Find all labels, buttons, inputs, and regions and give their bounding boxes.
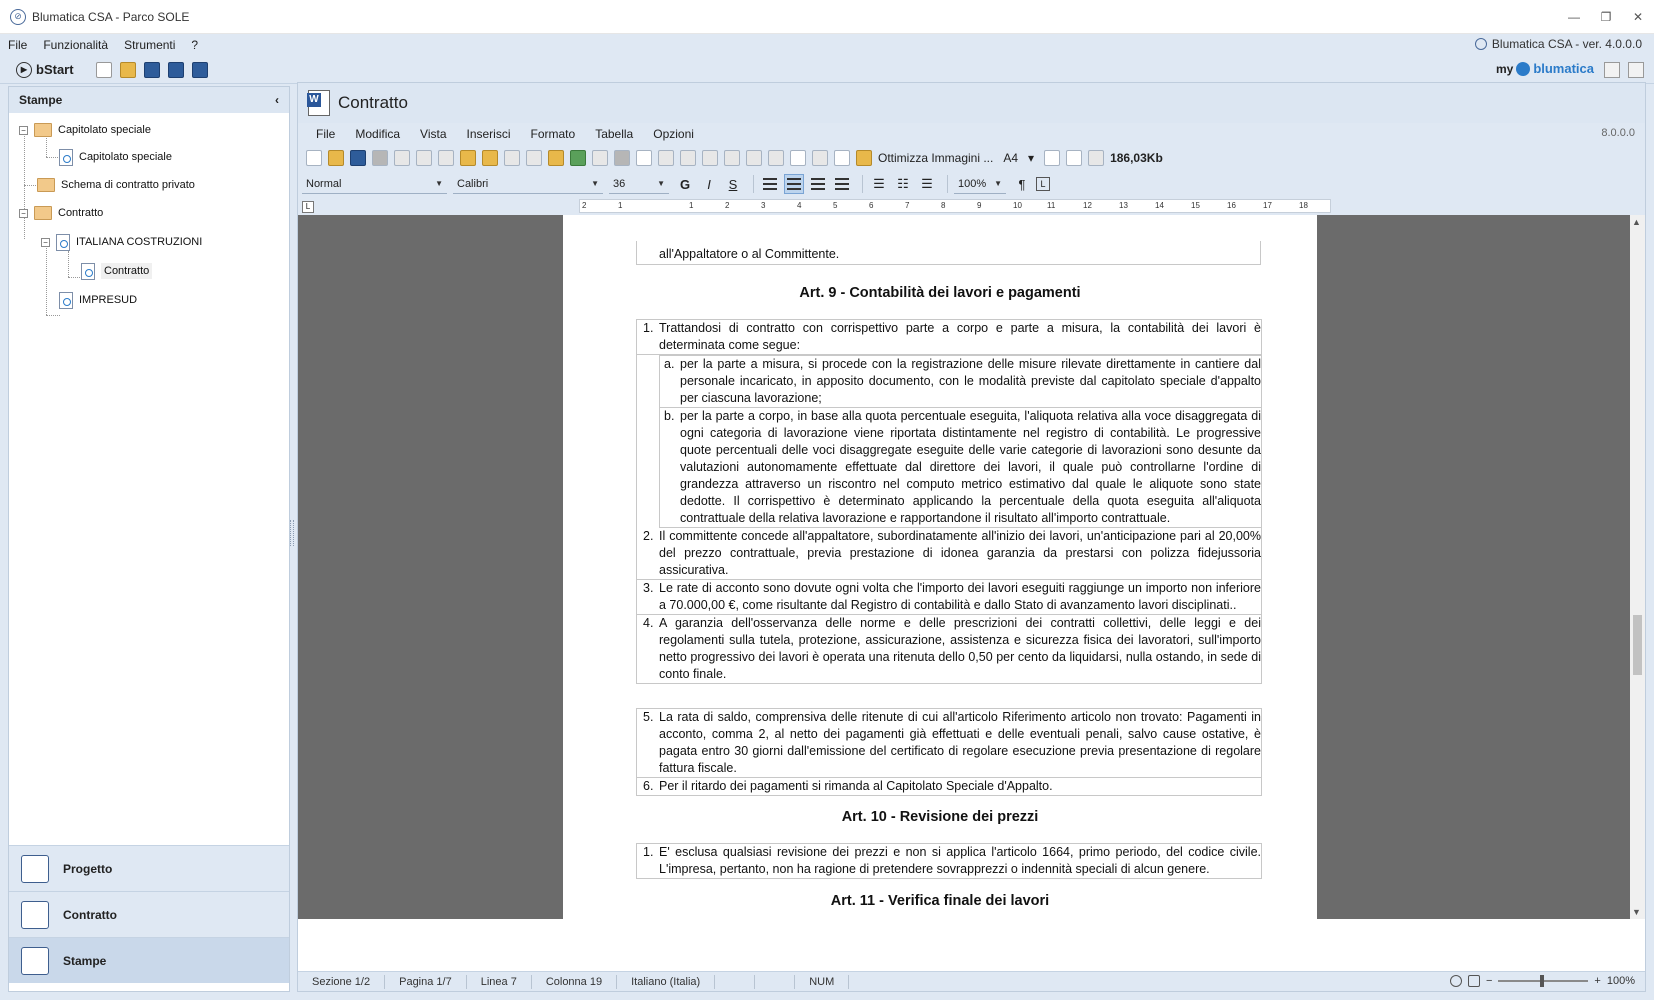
editor-menu-vista[interactable]: Vista bbox=[420, 127, 447, 141]
status-empty-2 bbox=[755, 975, 795, 989]
align-right-button[interactable] bbox=[808, 174, 828, 194]
folder-icon bbox=[34, 123, 52, 137]
editor-menu-opzioni[interactable]: Opzioni bbox=[653, 127, 694, 141]
insert-table-icon[interactable] bbox=[680, 150, 696, 166]
panel-title: Stampe bbox=[19, 93, 63, 107]
nav-label: Stampe bbox=[63, 953, 107, 968]
zoom-level: 100% bbox=[1606, 975, 1635, 987]
format-toolbar bbox=[298, 171, 1645, 197]
font-size-select[interactable] bbox=[609, 174, 669, 194]
find-icon[interactable] bbox=[614, 150, 630, 166]
new-file-icon[interactable] bbox=[96, 62, 112, 78]
style-select[interactable] bbox=[302, 174, 447, 194]
folder-icon bbox=[34, 206, 52, 220]
progetto-icon bbox=[21, 855, 49, 883]
status-section: Sezione 1/2 bbox=[298, 975, 385, 989]
article-9-item-4 bbox=[637, 615, 1261, 683]
editor-menubar bbox=[298, 123, 1645, 145]
print-preview-icon[interactable] bbox=[394, 150, 410, 166]
zoom-slider[interactable] bbox=[1498, 980, 1588, 982]
article-9-item-1a bbox=[659, 355, 1261, 407]
dropdown-arrow-icon: ▼ bbox=[657, 179, 665, 188]
multilevel-list-button[interactable]: ☰ bbox=[921, 176, 933, 191]
dropdown-arrow-icon: ▼ bbox=[994, 179, 1002, 188]
item-number: 1. bbox=[643, 845, 654, 859]
article-10-block bbox=[636, 843, 1262, 879]
table-insert-row-icon[interactable] bbox=[702, 150, 718, 166]
tree-node-label: ITALIANA COSTRUZIONI bbox=[76, 236, 203, 248]
ruler-mark: 9 bbox=[977, 201, 982, 210]
close-icon[interactable]: ✕ bbox=[1632, 10, 1644, 24]
article-9-item-2 bbox=[637, 528, 1261, 580]
zoom-fit-icon[interactable] bbox=[1450, 975, 1462, 987]
article-9-item-3 bbox=[637, 580, 1261, 615]
tree-node-schema-contratto-privato[interactable] bbox=[37, 172, 195, 198]
align-left-button[interactable] bbox=[760, 174, 780, 194]
collapse-node-icon[interactable]: − bbox=[41, 238, 50, 247]
zoom-in-icon[interactable]: + bbox=[1594, 975, 1601, 987]
align-right-icon bbox=[811, 178, 825, 190]
copy-icon[interactable] bbox=[438, 150, 454, 166]
article-9-block-2 bbox=[636, 708, 1262, 796]
document-editor bbox=[297, 82, 1646, 992]
contratto-icon bbox=[21, 901, 49, 929]
file-size-label: 186,03Kb bbox=[1110, 151, 1163, 165]
item-text: Il committente concede all'appaltatore, subordinatamente all'inizio dei lavori, un'anticipazione pari al 20,00% del prezzo contrattuale, previa prestazione di idonea garanzia da prestarsi con polizza fidejussoria assicurativa. bbox=[659, 529, 1261, 577]
ruler-mark: 18 bbox=[1299, 201, 1308, 210]
bstart-label: bStart bbox=[36, 62, 74, 77]
justify-button[interactable] bbox=[832, 174, 852, 194]
document-icon bbox=[81, 263, 95, 280]
app-icon: ⊘ bbox=[10, 9, 26, 25]
document-icon bbox=[56, 234, 70, 251]
minimize-icon[interactable]: — bbox=[1568, 10, 1580, 24]
status-empty-1 bbox=[715, 975, 755, 989]
window-controls bbox=[1558, 0, 1654, 34]
notes-icon[interactable] bbox=[1628, 62, 1644, 78]
zoom-page-icon[interactable] bbox=[1468, 975, 1480, 987]
statusbar bbox=[298, 971, 1645, 991]
align-left-icon bbox=[763, 178, 777, 190]
nav-progetto[interactable] bbox=[9, 845, 289, 891]
bullet-list-button[interactable]: ☰ bbox=[873, 176, 885, 191]
pilcrow-button[interactable]: ¶ bbox=[1018, 176, 1026, 192]
article-9-block bbox=[636, 319, 1262, 684]
font-select[interactable] bbox=[453, 174, 603, 194]
ruler-mark: 1 bbox=[689, 201, 694, 210]
spellcheck-icon[interactable] bbox=[636, 150, 652, 166]
ruler-track[interactable] bbox=[579, 199, 1331, 213]
menu-file[interactable]: File bbox=[8, 38, 28, 52]
font-value: Calibri bbox=[457, 177, 489, 190]
ruler-mark: 16 bbox=[1227, 201, 1236, 210]
undo-icon[interactable] bbox=[570, 150, 586, 166]
editor-menu-inserisci[interactable]: Inserisci bbox=[466, 127, 511, 141]
fit-page-icon[interactable] bbox=[1088, 150, 1104, 166]
columns-icon[interactable] bbox=[658, 150, 674, 166]
play-icon: ▶ bbox=[16, 62, 32, 78]
menu-funzionalita[interactable]: Funzionalità bbox=[43, 38, 109, 52]
ruler-mark: 1 bbox=[618, 201, 623, 210]
version-icon bbox=[1475, 38, 1487, 50]
window-titlebar bbox=[0, 0, 1654, 34]
bstart-button[interactable] bbox=[16, 62, 74, 78]
status-column: Colonna 19 bbox=[532, 975, 617, 989]
scroll-up-icon[interactable]: ▲ bbox=[1632, 217, 1641, 227]
menu-strumenti[interactable]: Strumenti bbox=[124, 38, 176, 52]
ruler-mark: 2 bbox=[582, 201, 587, 210]
tree-node-contratto[interactable] bbox=[19, 200, 103, 226]
clipboard-icon[interactable] bbox=[548, 150, 564, 166]
dropdown-arrow-icon: ▼ bbox=[591, 179, 599, 188]
ruler-mark: 13 bbox=[1119, 201, 1128, 210]
select-all-icon[interactable] bbox=[526, 150, 542, 166]
frame-icon[interactable]: L bbox=[1036, 177, 1050, 191]
style-value: Normal bbox=[306, 177, 342, 190]
tree-node-label: IMPRESUD bbox=[79, 294, 138, 306]
new-document-icon[interactable] bbox=[306, 150, 322, 166]
myblumatica-logo[interactable] bbox=[1496, 61, 1594, 76]
quick-toolbar bbox=[0, 56, 1654, 84]
table-insert-column-icon[interactable] bbox=[724, 150, 740, 166]
tree-node-impresud[interactable] bbox=[59, 287, 137, 313]
save-icon[interactable] bbox=[350, 150, 366, 166]
ruler-mark: 17 bbox=[1263, 201, 1272, 210]
ruler-mark: 2 bbox=[725, 201, 730, 210]
print-icon[interactable] bbox=[372, 150, 388, 166]
zoom-page-icon[interactable] bbox=[812, 150, 828, 166]
ruler-mark: 8 bbox=[941, 201, 946, 210]
collapse-panel-icon[interactable]: ‹ bbox=[275, 93, 279, 107]
dropdown-arrow-icon: ▼ bbox=[435, 179, 443, 188]
document-icon bbox=[59, 149, 73, 166]
italic-button[interactable]: I bbox=[707, 176, 711, 192]
zoom-value: 100% bbox=[958, 177, 987, 190]
menu-help[interactable]: ? bbox=[191, 38, 199, 52]
align-center-button[interactable] bbox=[784, 174, 804, 194]
word-document-icon bbox=[308, 90, 330, 116]
tree-node-contratto-doc[interactable] bbox=[81, 258, 152, 284]
tree-node-label: Capitolato speciale bbox=[79, 151, 172, 163]
left-panel bbox=[8, 86, 290, 992]
document-page[interactable] bbox=[563, 215, 1317, 919]
paragraph-layout-icon[interactable] bbox=[1066, 150, 1082, 166]
panel-splitter[interactable] bbox=[290, 520, 294, 546]
article-9-item-5 bbox=[637, 709, 1261, 778]
ruler-mark: 12 bbox=[1083, 201, 1092, 210]
tree-node-capitolato-speciale[interactable] bbox=[19, 117, 151, 143]
page-layout-icon[interactable] bbox=[1044, 150, 1060, 166]
paste-special-icon[interactable] bbox=[482, 150, 498, 166]
underline-button[interactable]: S bbox=[728, 176, 738, 192]
item-number: 2. bbox=[643, 529, 654, 543]
brand-name: blumatica bbox=[1533, 61, 1594, 76]
optimize-images-button[interactable]: Ottimizza Immagini ... bbox=[878, 151, 994, 165]
printer-icon bbox=[21, 947, 49, 975]
brand-my: my bbox=[1495, 61, 1514, 76]
page-icon[interactable] bbox=[790, 150, 806, 166]
ruler-mark: 7 bbox=[905, 201, 910, 210]
article-11-title: Art. 11 - Verifica finale dei lavori bbox=[830, 893, 1050, 909]
item-text: Trattandosi di contratto con corrispettivo parte a corpo e parte a misura, la contabilità dei lavori è determinata come segue: bbox=[659, 321, 1261, 352]
editor-version: 8.0.0.0 bbox=[1601, 127, 1635, 139]
zoom-out-icon[interactable]: − bbox=[1485, 975, 1493, 987]
collapse-node-icon[interactable]: − bbox=[19, 209, 28, 218]
vertical-scrollbar[interactable] bbox=[1630, 215, 1645, 919]
paste-icon[interactable] bbox=[460, 150, 476, 166]
document-header bbox=[298, 83, 1645, 123]
save-icon[interactable] bbox=[144, 62, 160, 78]
item-text: E' esclusa qualsiasi revisione dei prezzi e non si applica l'articolo 1664, primo periodo, del codice civile. L'impresa, pertanto, non ha ragione di pretendere sovrapprezzi o indennità speciali di alcun genere. bbox=[659, 845, 1261, 876]
panel-header bbox=[9, 87, 289, 113]
open-folder-icon[interactable] bbox=[120, 62, 136, 78]
tree-node-italiana-costruzioni[interactable] bbox=[41, 229, 202, 255]
page-size-arrow-icon[interactable]: ▾ bbox=[1028, 151, 1035, 165]
tree-node-capitolato-speciale-doc[interactable] bbox=[59, 144, 172, 170]
user-icon[interactable] bbox=[1604, 62, 1620, 78]
nav-contratto[interactable] bbox=[9, 891, 289, 937]
nav-label: Progetto bbox=[63, 861, 113, 876]
item-text: Per il ritardo dei pagamenti si rimanda al Capitolato Speciale d'Appalto. bbox=[659, 779, 1053, 793]
save-as-icon[interactable] bbox=[192, 62, 208, 78]
item-text: La rata di saldo, comprensiva delle ritenute di cui all'articolo Riferimento articolo non trovato: Pagamenti in acconto, comma 2, al netto dei pagamenti già effettuati e delle eventuali penali, salvo cause ostative, è pagata entro 30 giorni dall'emissione del certificato di regolare esecuzione previa presentazione di regolare fattura fiscale. bbox=[659, 710, 1261, 775]
article-10-item-1 bbox=[637, 844, 1261, 878]
item-number: 1. bbox=[643, 321, 654, 335]
status-line: Linea 7 bbox=[467, 975, 532, 989]
stampe-tree bbox=[9, 113, 289, 845]
scroll-down-icon[interactable]: ▼ bbox=[1632, 907, 1641, 917]
redo-icon[interactable] bbox=[592, 150, 608, 166]
ruler-mark: 11 bbox=[1047, 201, 1056, 210]
tree-node-label: Capitolato speciale bbox=[58, 124, 151, 136]
ruler-mark: 10 bbox=[1013, 201, 1022, 210]
image-icon[interactable] bbox=[834, 150, 850, 166]
editor-menu-file[interactable]: File bbox=[316, 127, 336, 141]
justify-icon bbox=[835, 178, 849, 190]
tab-stop-icon[interactable]: L bbox=[302, 201, 314, 213]
delete-icon[interactable] bbox=[504, 150, 520, 166]
article-9-item-6 bbox=[637, 778, 1261, 795]
blumatica-logo-icon bbox=[1516, 62, 1530, 76]
item-number: 4. bbox=[643, 616, 654, 630]
status-language: Italiano (Italia) bbox=[617, 975, 715, 989]
document-title: Contratto bbox=[338, 93, 408, 112]
item-number: 3. bbox=[643, 581, 654, 595]
cut-icon[interactable] bbox=[416, 150, 432, 166]
zoom-controls bbox=[1450, 975, 1635, 987]
tree-node-label: Contratto bbox=[101, 263, 152, 279]
optimize-images-icon[interactable] bbox=[856, 150, 872, 166]
table-delete-icon[interactable] bbox=[746, 150, 762, 166]
page-canvas bbox=[298, 215, 1630, 919]
ruler-mark: 3 bbox=[761, 201, 766, 210]
nav-label: Contratto bbox=[63, 907, 117, 922]
article-9-item-1 bbox=[637, 320, 1261, 355]
maximize-icon[interactable]: ❐ bbox=[1600, 10, 1612, 24]
nav-stampe[interactable] bbox=[9, 937, 289, 983]
editor-menu-tabella[interactable]: Tabella bbox=[595, 127, 634, 141]
font-size-value: 36 bbox=[613, 177, 626, 190]
item-text: A garanzia dell'osservanza delle norme e delle prescrizioni dei contratti collettivi, delle leggi e dei regolamenti sulla tutela, protezione, assicurazione, assistenza e sicurezza fisica dei lavoratori, sull'importo netto progressivo dei lavori è operata una ritenuta dello 0,50 per cento da liquidarsi, nulla ostando, in sede di conto finale. bbox=[659, 616, 1261, 681]
scroll-thumb[interactable] bbox=[1633, 615, 1642, 675]
status-page: Pagina 1/7 bbox=[385, 975, 467, 989]
editor-menu-modifica[interactable]: Modifica bbox=[355, 127, 401, 141]
article-10-title: Art. 10 - Revisione dei prezzi bbox=[841, 809, 1039, 825]
ruler-mark: 6 bbox=[869, 201, 874, 210]
tree-node-label: Schema di contratto privato bbox=[61, 179, 195, 191]
item-number: 6. bbox=[643, 779, 654, 793]
ruler-mark: 14 bbox=[1155, 201, 1164, 210]
collapse-node-icon[interactable]: − bbox=[19, 126, 28, 135]
tree-node-label: Contratto bbox=[58, 207, 104, 219]
table-merge-icon[interactable] bbox=[768, 150, 784, 166]
item-text: Le rate di acconto sono dovute ogni volta che l'importo dei lavori eseguiti raggiunge un importo non inferiore a 70.000,00 €, come risultante dal Registro di contabilità e dallo Stato di avanzamento lavori disciplinati.. bbox=[659, 581, 1261, 612]
numbered-list-button[interactable]: ☷ bbox=[897, 176, 909, 191]
folder-icon bbox=[37, 178, 55, 192]
item-text: per la parte a corpo, in base alla quota percentuale eseguita, l'aliquota relativa alla voce disaggregata di ogni categoria di lavorazione viene riportata distintamente nel registro di contabilità. Le progressive quote percentuali delle voci disaggregate eseguite delle varie categorie di lavorazioni sono desunte da valutazioni autonomamente effettuate dal direttore dei lavori, il quale può controllarne l'ordine di grandezza attraverso un riscontro nel computo metrico estimativo dal quale le aliquote sono state dedotte. Il corrispettivo è determinato applicando la percentuale della quota eseguita all'aliquota contrattuale della relativa lavorazione e rapportandone il risultato all'importo contrattuale. bbox=[680, 409, 1261, 525]
ruler-mark: 15 bbox=[1191, 201, 1200, 210]
version-label: Blumatica CSA - ver. 4.0.0.0 bbox=[1491, 37, 1642, 51]
editor-toolbar bbox=[298, 145, 1645, 171]
prev-text-line: all'Appaltatore o al Committente. bbox=[636, 241, 1261, 265]
open-icon[interactable] bbox=[328, 150, 344, 166]
item-number: 5. bbox=[643, 710, 654, 724]
save-all-icon[interactable] bbox=[168, 62, 184, 78]
ruler bbox=[298, 197, 1645, 215]
ruler-mark: 4 bbox=[797, 201, 802, 210]
document-icon bbox=[59, 292, 73, 309]
item-number: a. bbox=[664, 357, 675, 371]
version-info bbox=[1475, 37, 1642, 51]
page-size-select[interactable]: A4 bbox=[1003, 151, 1019, 165]
article-9-title: Art. 9 - Contabilità dei lavori e pagamenti bbox=[799, 285, 1081, 301]
ruler-mark: 5 bbox=[833, 201, 838, 210]
bold-button[interactable]: G bbox=[679, 176, 691, 192]
align-center-icon bbox=[787, 178, 801, 190]
status-num: NUM bbox=[795, 975, 849, 989]
main-menubar bbox=[0, 34, 1654, 56]
item-number: b. bbox=[664, 409, 675, 423]
window-title: Blumatica CSA - Parco SOLE bbox=[32, 9, 190, 24]
editor-menu-formato[interactable]: Formato bbox=[530, 127, 576, 141]
zoom-select[interactable] bbox=[954, 174, 1006, 194]
article-9-item-1b bbox=[659, 407, 1261, 528]
item-text: per la parte a misura, si procede con la registrazione delle misure rilevate direttamente in cantiere dal personale incaricato, in apposito documento, con le modalità previste dal capitolato speciale d'appalto per ciascuna lavorazione; bbox=[680, 357, 1261, 405]
